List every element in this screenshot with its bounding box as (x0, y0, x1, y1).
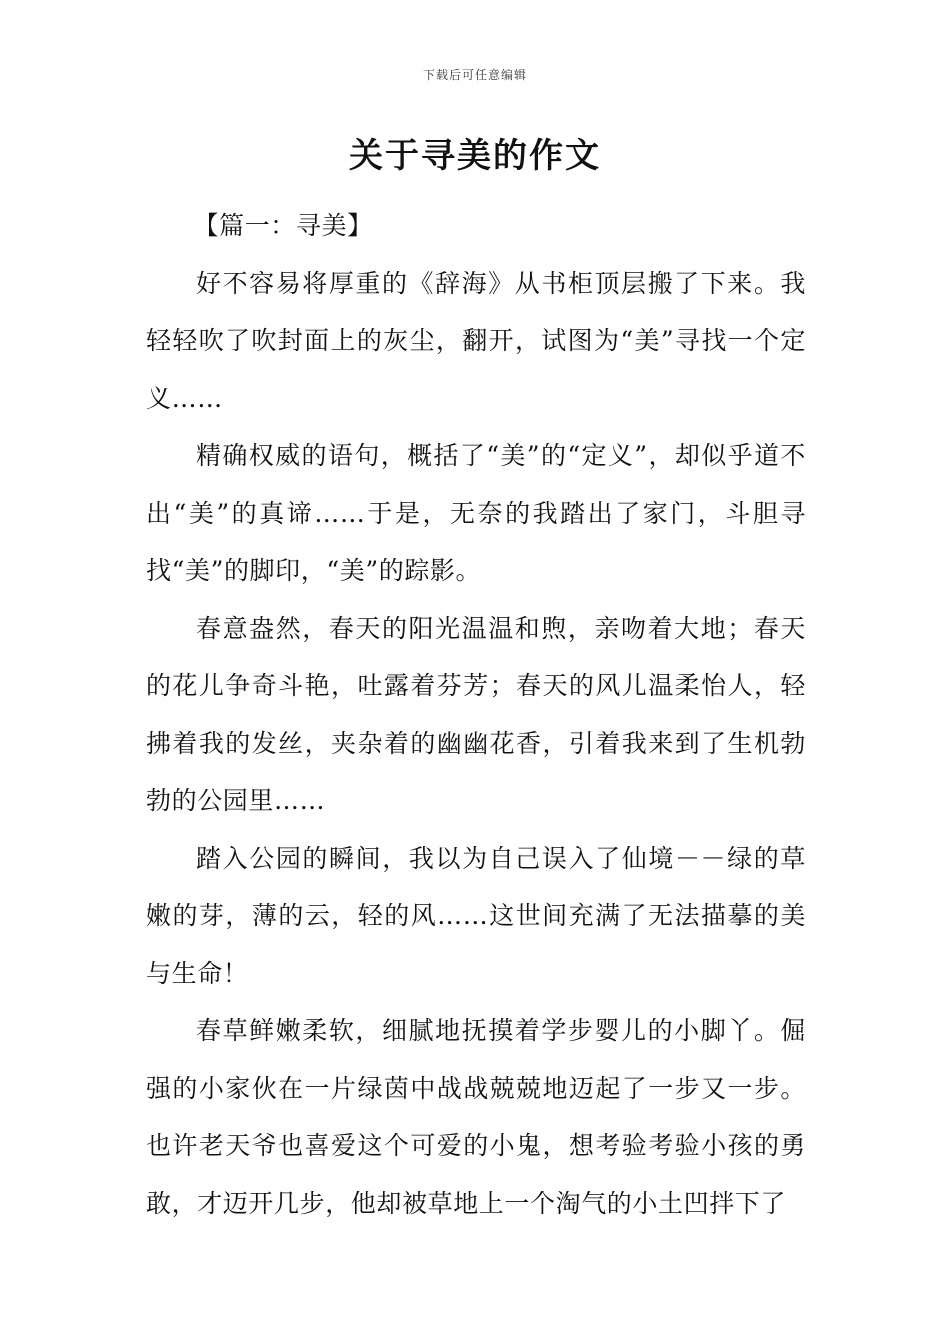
document-body (146, 197, 806, 1232)
paragraph-5: 春草鲜嫩柔软，细腻地抚摸着学步婴儿的小脚丫。倔强的小家伙在一片绿茵中战战兢兢地迈起了一步又一步。也许老天爷也喜爱这个可爱的小鬼，想考验考验小孩的勇敢，才迈开几步，他却被草地上一个淘气的小土凹拌下了 (146, 1016, 806, 1218)
paragraph-4: 踏入公园的瞬间，我以为自己误入了仙境－－绿的草嫩的芽，薄的云，轻的风……这世间充满了无法描摹的美与生命！ (146, 843, 806, 988)
paragraph-3: 春意盎然，春天的阳光温温和煦，亲吻着大地；春天的花儿争奇斗艳，吐露着芬芳；春天的风儿温柔怡人，轻拂着我的发丝，夹杂着的幽幽花香，引着我来到了生机勃勃的公园里…… (146, 613, 806, 815)
paragraph-2: 精确权威的语句，概括了“美”的“定义”，却似乎道不出“美”的真谛……于是，无奈的我踏出了家门，斗胆寻找“美”的脚印，“美”的踪影。 (146, 441, 806, 585)
header-note: 下载后可任意编辑 (422, 68, 527, 82)
section-heading: 【篇一：寻美】 (193, 211, 373, 240)
paragraph-1: 好不容易将厚重的《辞海》从书柜顶层搬了下来。我轻轻吹了吹封面上的灰尘，翻开，试图为“美”寻找一个定义…… (146, 268, 806, 413)
document-title: 关于寻美的作文 (349, 136, 601, 176)
